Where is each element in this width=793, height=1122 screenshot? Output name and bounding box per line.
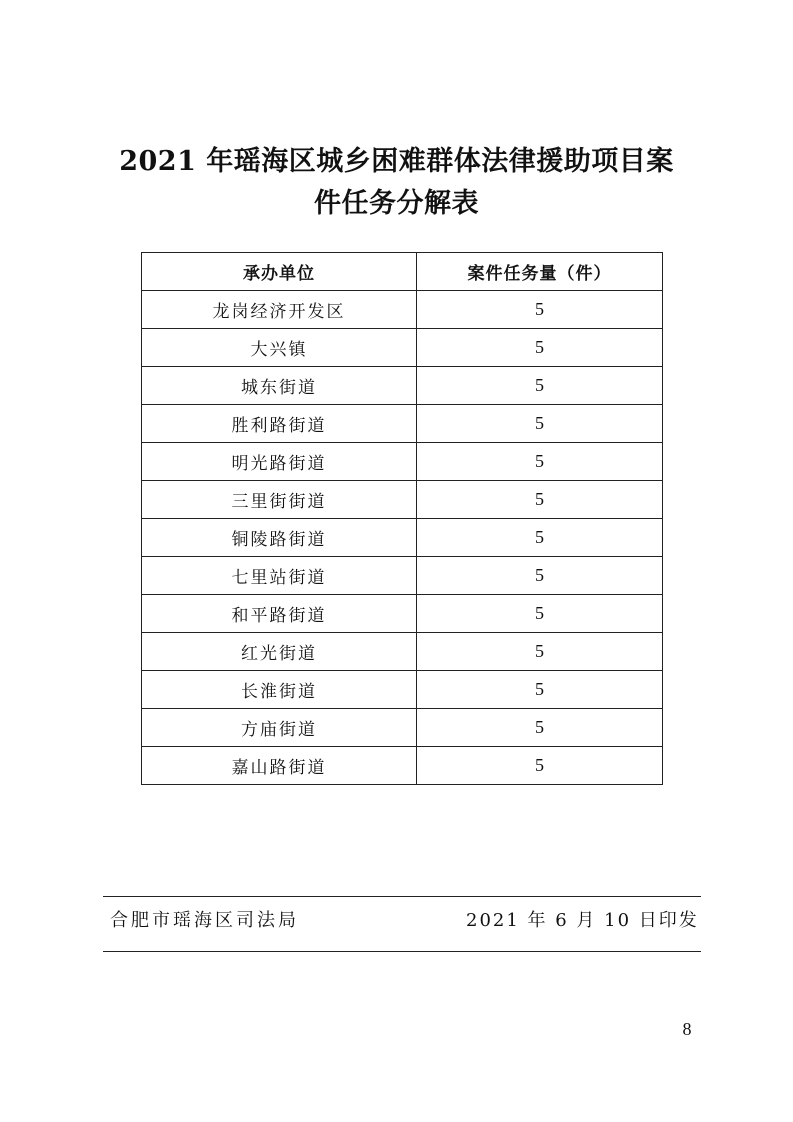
cell-unit: 龙岗经济开发区 — [142, 291, 417, 329]
cell-count: 5 — [417, 595, 663, 633]
table-row — [142, 747, 663, 785]
table-header-row — [142, 253, 663, 291]
cell-unit: 明光路街道 — [142, 443, 417, 481]
cell-unit: 和平路街道 — [142, 595, 417, 633]
table-row — [142, 367, 663, 405]
cell-unit: 嘉山路街道 — [142, 747, 417, 785]
cell-count: 5 — [417, 709, 663, 747]
cell-unit: 三里街街道 — [142, 481, 417, 519]
header-case-count: 案件任务量（件） — [417, 253, 663, 291]
cell-unit: 红光街道 — [142, 633, 417, 671]
cell-unit: 长淮街道 — [142, 671, 417, 709]
cell-unit: 城东街道 — [142, 367, 417, 405]
table-row — [142, 595, 663, 633]
cell-count: 5 — [417, 557, 663, 595]
table-row — [142, 633, 663, 671]
document-title-line-2: 件任务分解表 — [314, 188, 479, 219]
cell-count: 5 — [417, 291, 663, 329]
footer-top-rule — [103, 896, 701, 897]
table-row — [142, 405, 663, 443]
cell-count: 5 — [417, 329, 663, 367]
cell-count: 5 — [417, 519, 663, 557]
cell-count: 5 — [417, 481, 663, 519]
cell-count: 5 — [417, 443, 663, 481]
cell-unit: 胜利路街道 — [142, 405, 417, 443]
table-row — [142, 709, 663, 747]
cell-count: 5 — [417, 367, 663, 405]
cell-count: 5 — [417, 671, 663, 709]
document-title-line-1: 2021 年瑶海区城乡困难群体法律援助项目案 — [119, 146, 674, 177]
cell-unit: 大兴镇 — [142, 329, 417, 367]
table-row — [142, 519, 663, 557]
cell-count: 5 — [417, 747, 663, 785]
cell-count: 5 — [417, 633, 663, 671]
issue-date: 2021 年 6 月 10 日印发 — [466, 910, 699, 931]
cell-unit: 七里站街道 — [142, 557, 417, 595]
table-row — [142, 291, 663, 329]
table-row — [142, 481, 663, 519]
header-unit: 承办单位 — [142, 253, 417, 291]
table-row — [142, 557, 663, 595]
task-breakdown-table — [141, 252, 663, 785]
table-row — [142, 671, 663, 709]
footer-bottom-rule — [103, 951, 701, 952]
cell-unit: 方庙街道 — [142, 709, 417, 747]
table-row — [142, 443, 663, 481]
page-number: 8 — [682, 1019, 692, 1039]
table-row — [142, 329, 663, 367]
cell-count: 5 — [417, 405, 663, 443]
issuer-name: 合肥市瑶海区司法局 — [110, 910, 299, 931]
cell-unit: 铜陵路街道 — [142, 519, 417, 557]
